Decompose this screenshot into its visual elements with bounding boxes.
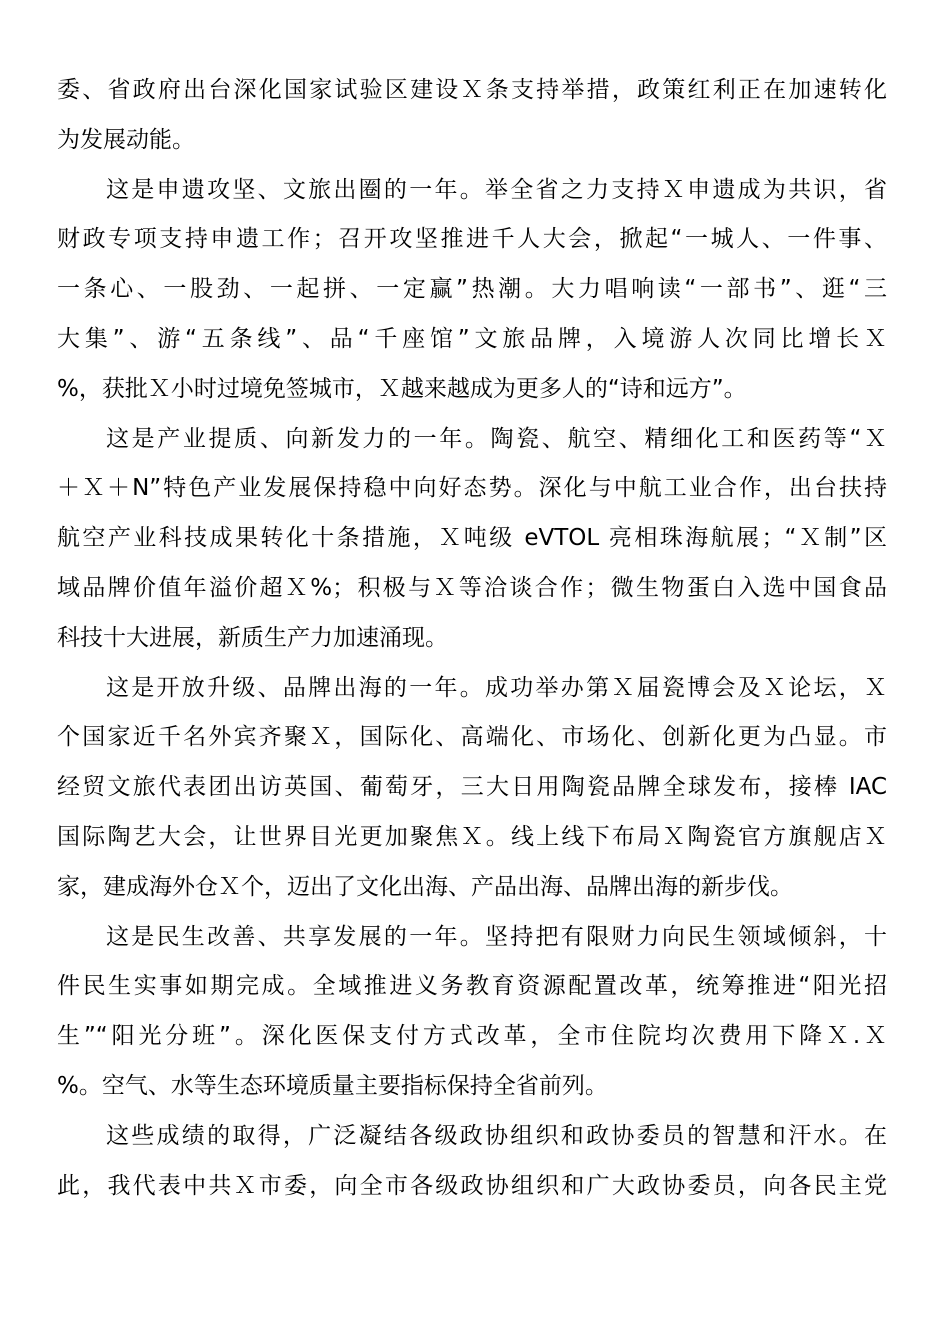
text-line: 航空产业科技成果转化十条措施，Ｘ吨级 eVTOL 亮相珠海航展；“Ｘ制”区 <box>57 525 887 552</box>
paragraph-first-line: 这是产业提质、向新发力的一年。陶瓷、航空、精细化工和医药等“Ｘ <box>106 425 887 452</box>
text-line: 为发展动能。 <box>57 126 195 153</box>
paragraph-first-line: 这是民生改善、共享发展的一年。坚持把有限财力向民生领域倾斜，十 <box>106 923 887 950</box>
text-line: %，获批Ｘ小时过境免签城市，Ｘ越来越成为更多人的“诗和远方”。 <box>57 375 747 402</box>
text-line: 域品牌价值年溢价超Ｘ%；积极与Ｘ等洽谈合作；微生物蛋白入选中国食品 <box>57 574 887 601</box>
text-line: 委、省政府出台深化国家试验区建设Ｘ条支持举措，政策红利正在加速转化 <box>57 77 887 103</box>
text-line: 财政专项支持申遗工作；召开攻坚推进千人大会，掀起“一城人、一件事、 <box>57 226 887 253</box>
text-line: 家，建成海外仓Ｘ个，迈出了文化出海、产品出海、品牌出海的新步伐。 <box>57 873 793 900</box>
text-line: 个国家近千名外宾齐聚Ｘ，国际化、高端化、市场化、创新化更为凸显。市 <box>57 724 887 751</box>
text-line: %。空气、水等生态环境质量主要指标保持全省前列。 <box>57 1072 608 1099</box>
text-line: 件民生实事如期完成。全域推进义务教育资源配置改革，统筹推进“阳光招 <box>57 973 887 1000</box>
text-line: 国际陶艺大会，让世界目光更加聚焦Ｘ。线上线下布局Ｘ陶瓷官方旗舰店Ｘ <box>57 823 887 850</box>
text-line: ＋Ｘ＋N”特色产业发展保持稳中向好态势。深化与中航工业合作，出台扶持 <box>57 475 887 502</box>
text-line: 此，我代表中共Ｘ市委，向全市各级政协组织和广大政协委员，向各民主党 <box>57 1172 887 1199</box>
document-body <box>57 66 887 1211</box>
text-line: 生”“阳光分班”。深化医保支付方式改革，全市住院均次费用下降Ｘ.Ｘ <box>57 1023 887 1050</box>
paragraph-first-line: 这些成绩的取得，广泛凝结各级政协组织和政协委员的智慧和汗水。在 <box>106 1122 887 1149</box>
paragraph-first-line: 这是申遗攻坚、文旅出圈的一年。举全省之力支持Ｘ申遗成为共识，省 <box>106 176 887 203</box>
text-line: 科技十大进展，新质生产力加速涌现。 <box>57 624 448 651</box>
text-line: 经贸文旅代表团出访英国、葡萄牙，三大日用陶瓷品牌全球发布，接棒 IAC <box>57 774 887 801</box>
text-line: 一条心、一股劲、一起拼、一定赢”热潮。大力唱响读“一部书”、逛“三 <box>57 276 887 303</box>
text-line: 大集”、游“五条线”、品“千座馆”文旅品牌，入境游人次同比增长Ｘ <box>57 325 887 352</box>
paragraph-first-line: 这是开放升级、品牌出海的一年。成功举办第Ｘ届瓷博会及Ｘ论坛，Ｘ <box>106 674 887 701</box>
